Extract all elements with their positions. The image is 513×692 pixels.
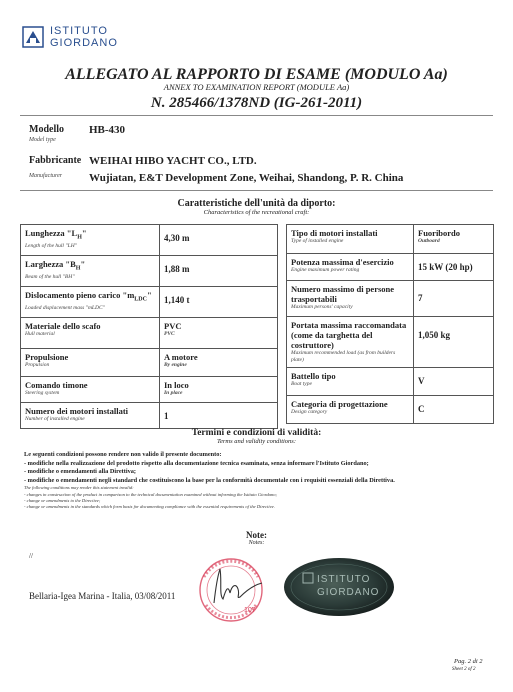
spec-value: A motore [164, 352, 198, 362]
spec-value: 1 [160, 403, 278, 429]
spec-value-sub: In place [164, 390, 183, 396]
spec-row [21, 225, 278, 256]
spec-value: PVC [164, 321, 182, 331]
spec-sublabel: Number of installed engine [25, 416, 85, 422]
place-and-date: Bellaria-Igea Marina - Italia, 03/08/2011 [29, 591, 176, 601]
spec-sublabel: Beam of the hull "BH" [25, 273, 75, 280]
spec-value: 1,050 kg [414, 317, 494, 368]
spec-row [21, 349, 278, 377]
model-label: Modello [29, 124, 64, 135]
spec-label-cell [21, 377, 160, 403]
divider [20, 115, 493, 116]
spec-label: Propulsione [25, 352, 69, 362]
spec-value: 4,30 m [160, 225, 278, 256]
stamp-number: 107 [244, 607, 256, 614]
spec-row [287, 317, 494, 368]
spec-label-cell [287, 254, 414, 281]
terms-subtitle: Terms and validity conditions: [216, 438, 297, 445]
manufacturer-sublabel: Manufacturer [29, 173, 63, 179]
hologram-text-line1: ISTITUTO [317, 574, 371, 585]
divider [20, 190, 493, 191]
logo-mark-icon [22, 26, 44, 48]
terms-line: - modifiche nella realizzazione del prodotto rispetto alla documentazione tecnica esaminata, senza informare l'Istituto Giordano; [24, 459, 369, 467]
manufacturer-address: Wujiatan, E&T Development Zone, Weihai, Shandong, P. R. China [89, 172, 404, 184]
manufacturer-label: Fabbricante [29, 155, 82, 166]
spec-value: 7 [414, 281, 494, 317]
spec-row [287, 281, 494, 317]
terms-line: Le seguenti condizioni possono rendere non valido il presente documento: [24, 451, 222, 458]
notes-content: // [29, 552, 33, 560]
spec-label-cell [21, 318, 160, 349]
spec-label: Larghezza "B [25, 259, 76, 269]
spec-sublabel: Hull material [25, 331, 55, 337]
spec-label-cell [21, 349, 160, 377]
spec-label-cell [287, 396, 414, 424]
spec-label-cell [21, 287, 160, 318]
spec-label: Dislocamento pieno carico "m [25, 290, 135, 300]
terms-line: - modifiche o emendamenti negli standard che costituiscono la base per la conformità documentale con i requisiti essenziali della Direttiva. [24, 476, 395, 484]
terms-line-english: - change or amendments in the standards which form basis for documenting compliance with the essential requirements of the Directive. [24, 503, 275, 509]
spec-sublabel: Loaded displacement mass "mLDC" [25, 304, 105, 311]
spec-label: Tipo di motori installati [291, 228, 378, 238]
spec-sublabel: Engine maximum power rating [291, 267, 360, 273]
spec-row [21, 287, 278, 318]
hologram-seal-icon [283, 557, 395, 617]
stamp-icon [192, 555, 270, 625]
spec-label-end: " [80, 259, 86, 269]
document-number: N. 285466/1378ND (IG-261-2011) [150, 95, 363, 111]
spec-value: C [414, 396, 494, 424]
spec-label-cell [287, 368, 414, 396]
spec-label: Portata massima raccomandata (come da targhetta del costruttore) [291, 320, 407, 350]
spec-row [21, 256, 278, 287]
terms-block [24, 451, 494, 510]
terms-line: - modifiche o emendamenti alla Direttiva; [24, 468, 136, 476]
spec-value-cell [160, 377, 278, 403]
institute-logo [22, 22, 162, 52]
terms-title: Termini e condizioni di validità: [191, 428, 322, 438]
spec-sublabel: Maximum recommended load (as from builders plate) [291, 350, 396, 363]
spec-label: Numero massimo di persone trasportabili [291, 284, 395, 304]
notes-title: Note: [246, 530, 267, 540]
document-subtitle: ANNEX TO EXAMINATION REPORT (MODULE Aa) [163, 82, 350, 92]
spec-label-cell [287, 281, 414, 317]
hologram-text-line2: GIORDANO [317, 587, 380, 598]
hologram-seal [283, 557, 395, 617]
spec-label-cell [21, 225, 160, 256]
spec-row [287, 368, 494, 396]
spec-sublabel: Propulsion [25, 362, 50, 368]
notes-subtitle: Notes: [248, 540, 265, 546]
spec-label-subscript: H [75, 265, 81, 272]
spec-label-cell [287, 225, 414, 254]
spec-label: Battello tipo [291, 371, 336, 381]
spec-label-cell [287, 317, 414, 368]
spec-value: 15 kW (20 hp) [414, 254, 494, 281]
model-value: HB-430 [89, 124, 126, 136]
spec-value-cell [160, 318, 278, 349]
spec-row [21, 377, 278, 403]
spec-sublabel: Maximum persons' capacity [291, 304, 353, 310]
spec-label: Materiale dello scafo [25, 321, 101, 331]
spec-sublabel: Design category [291, 409, 328, 415]
spec-label-end: " [146, 290, 152, 300]
spec-label-subscript: H [77, 234, 82, 241]
document-title: ALLEGATO AL RAPPORTO DI ESAME (MODULO Aa) [65, 66, 448, 83]
spec-value: In loco [164, 380, 189, 390]
spec-table-right [286, 224, 494, 424]
spec-row [287, 225, 494, 254]
spec-label-subscript: LDC [134, 296, 147, 303]
spec-value-sub: Outboard [418, 238, 440, 244]
spec-value-sub: By engine [164, 362, 187, 368]
spec-row [287, 254, 494, 281]
page-number-english: Sheet 2 of 2 [452, 667, 476, 672]
spec-value: Fuoribordo [418, 228, 461, 238]
spec-sublabel: Steering system [25, 390, 60, 396]
spec-label-cell [21, 256, 160, 287]
spec-label: Lunghezza "L [25, 228, 78, 238]
spec-sublabel: Length of the hull "LH" [25, 242, 77, 249]
spec-row [21, 318, 278, 349]
spec-row [21, 403, 278, 429]
spec-label: Comando timone [25, 380, 88, 390]
spec-value: V [414, 368, 494, 396]
spec-label-cell [21, 403, 160, 429]
terms-line-english: - change or amendments to the Directive; [24, 497, 101, 503]
spec-label: Numero dei motori installati [25, 406, 129, 416]
logo-text-line2: GIORDANO [50, 37, 118, 49]
spec-value-sub: PVC [164, 331, 175, 337]
model-sublabel: Model type [29, 137, 56, 143]
spec-label-end: " [81, 228, 87, 238]
spec-value-cell [160, 349, 278, 377]
logo-text-line1: ISTITUTO [50, 25, 108, 37]
spec-value-cell [414, 225, 494, 254]
spec-table-left [20, 224, 278, 429]
spec-value: 1,88 m [160, 256, 278, 287]
terms-line-english: - changes in construction of the product in comparison to the technical documentation examined without informing the Istituto Giordano; [24, 491, 278, 497]
characteristics-subtitle: Characteristics of the recreational craft: [203, 209, 310, 216]
spec-label: Potenza massima d'esercizio [291, 257, 394, 267]
spec-label: Categoria di progettazione [291, 399, 388, 409]
spec-row [287, 396, 494, 424]
spec-value: 1,140 t [160, 287, 278, 318]
terms-line-english: The following conditions may render this statement invalid: [24, 485, 134, 491]
spec-sublabel: Boat type [291, 381, 312, 387]
page-number: Pag. 2 di 2 [454, 658, 483, 665]
spec-sublabel: Type of installed engine [291, 238, 344, 244]
manufacturer-name: WEIHAI HIBO YACHT CO., LTD. [89, 155, 257, 167]
official-stamp-with-signature [192, 555, 270, 625]
characteristics-title: Caratteristiche dell'unità da diporto: [177, 198, 336, 209]
